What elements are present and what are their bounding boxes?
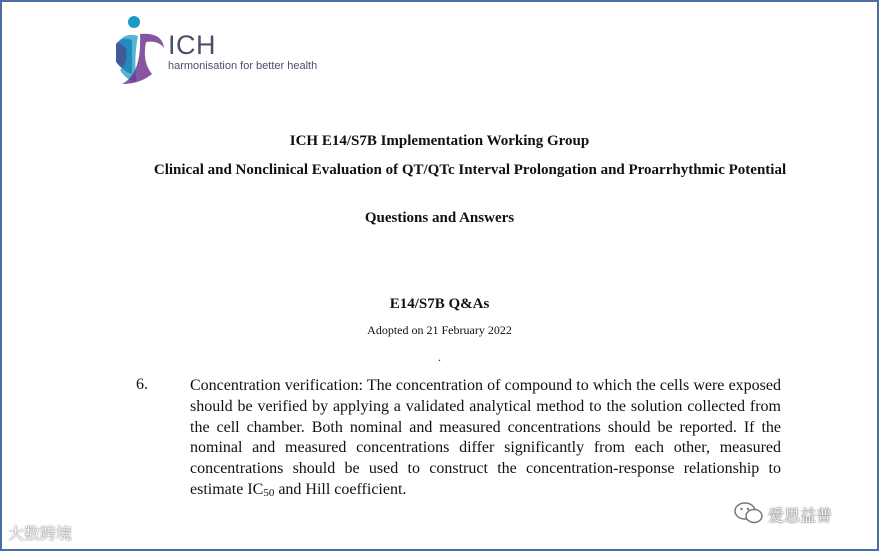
subscript-50: 50 [263,486,275,499]
subtitle: Questions and Answers [364,210,515,226]
paragraph-text: Concentration verification: The concentration of compound to which the cells were exposed should be verified by applying a validated analytical method to the solution collected from the cell chamber. Both nominal and measured concentrations should be reported. If the nominal and measured concentrations differ significantly from each other, measured concentrations should be used to construct the concentration-response relationship to estimate IC [190,377,781,498]
group-title: ICH E14/S7B Implementation Working Group [289,133,590,149]
watermark-left: 大数跨境 [8,524,73,543]
separator: . [438,350,441,364]
ich-logo [112,14,322,86]
watermark-right: 爱思益普 [768,506,833,525]
section-number: 6. [136,376,148,393]
adopted-date: Adopted on 21 February 2022 [367,323,512,337]
doc-code: E14/S7B Q&As [389,296,490,312]
logo-name: ICH [168,30,216,60]
ich-logo-mark-icon [112,14,168,86]
main-title: Clinical and Nonclinical Evaluation of QT/QTc Interval Prolongation and Proarrhythmic Potential [153,162,787,178]
wechat-icon [733,500,765,526]
section-paragraph [190,376,781,504]
paragraph-text-end: and Hill coefficient. [274,480,407,498]
logo-tagline: harmonisation for better health [168,60,318,72]
